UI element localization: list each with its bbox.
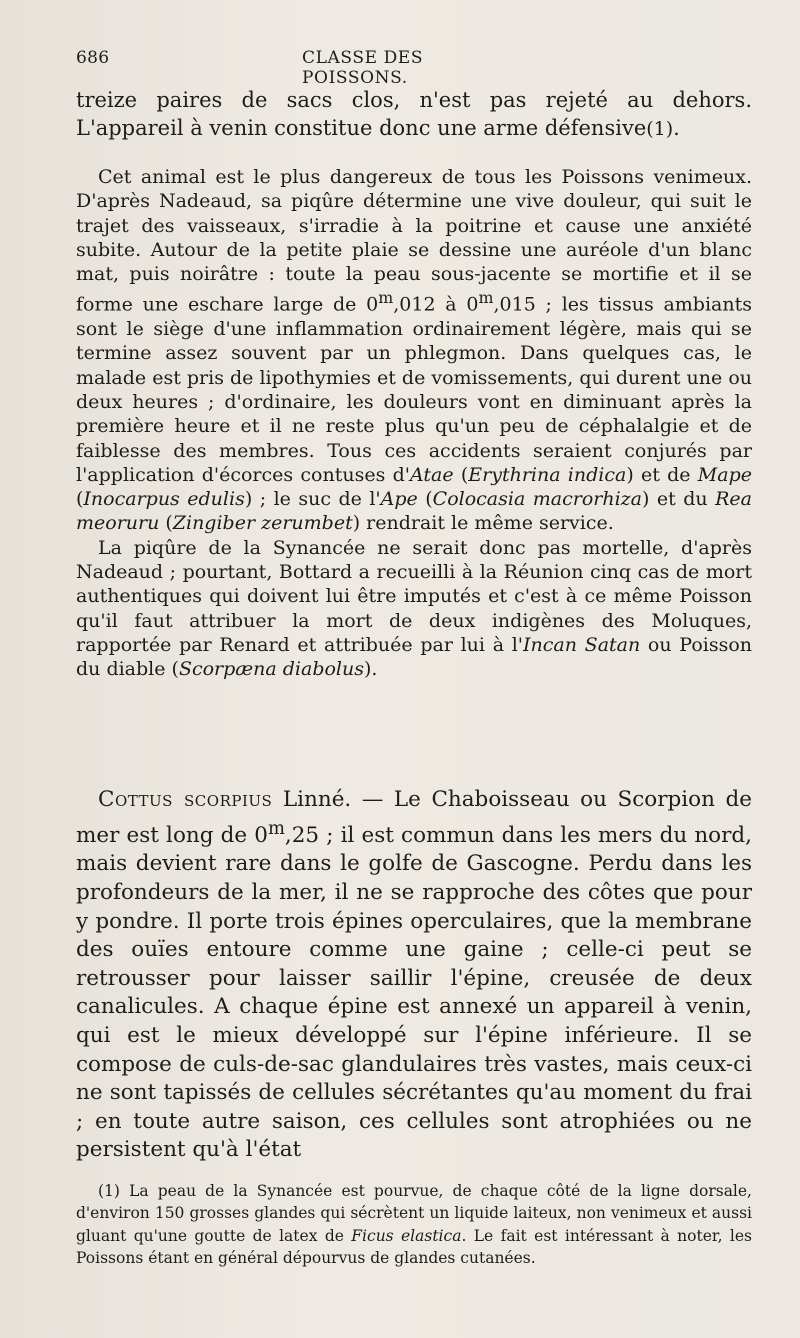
text-run: Cet animal est le plus dangereux de tous les Poissons venimeux. D'après Nadeaud, sa piqûre détermine une vive douleur, qui suit le trajet des vaisseaux, s'irradie à la poitrine et cause une anxiété subite. Autour de la petite plaie se dessine une auréole d'un blanc mat, puis noirâtre : toute la peau sous-jacente se mortifie et il se forme une eschare large de 0 xyxy=(76,166,752,316)
text-run: ( xyxy=(159,512,173,535)
body-text xyxy=(76,86,752,682)
paragraph-synancee-mortality xyxy=(76,536,752,682)
latin-name: Ficus elastica xyxy=(351,1226,462,1245)
text-run: ,015 ; les tissus ambiants sont le siège d'une inflammation ordinairement légère, mais qui se termine assez souvent par un phlegmon. Dans quelques cas, le malade est pris de lipothymies et de vomissements, qui durent une ou deux heures ; d'ordinaire, les douleurs vont en diminuant après la première heure et il ne reste plus qu'un peu de céphalalgie et de faiblesse des membres. Tous ces accidents seraient conjurés par l'application d'écorces contuses d' xyxy=(76,293,753,486)
period: . xyxy=(673,116,680,140)
unit-meter: m xyxy=(378,288,394,308)
text-run: ( xyxy=(417,488,433,511)
paragraph-cottus xyxy=(76,786,752,1165)
text-run: ,25 ; il est commun dans les mers du nord, mais devient rare dans le golfe de Gascogne. Perdu dans les profondeurs de la mer, il ne se rapproche des côtes que pour y pondre. Il porte trois épines operculaires, que la membrane des ouïes entoure comme une gaine ; celle-ci peut se retrousser pour laisser saillir l'épine, creusée de deux canalicules. A chaque épine est annexé un appareil à venin, qui est le mieux développé sur l'épine inférieure. Il se compose de culs-de-sac glandulaires très vastes, mais ceux-ci ne sont tapissés de cellules sécrétantes qu'au moment du frai ; en toute autre saison, ces cellules sont atrophiées ou ne persistent qu'à l'état xyxy=(76,822,752,1163)
continued-line-1: treize paires de sacs clos, n'est pas rejeté au dehors. L'appareil xyxy=(76,88,752,140)
text-run: — Le Chaboisseau ou Scorpion de mer est long de 0 xyxy=(76,787,752,848)
text-run: (1) La peau de la Synancée est pourvue, de chaque côté de la ligne dorsale, d'environ 150 grosses glandes qui sécrètent un liquide laiteux, non venimeux et aussi gluant qu'une goutte de latex de xyxy=(76,1182,752,1245)
text-run: ) et de xyxy=(626,463,698,486)
footnote-text xyxy=(76,1180,752,1270)
latin-name: Scorpæna diabolus xyxy=(178,658,364,681)
running-title: CLASSE DES POISSONS. xyxy=(302,48,424,88)
unit-meter: m xyxy=(267,817,285,839)
species-author: Linné. xyxy=(272,787,352,812)
text-run: ( xyxy=(453,463,469,486)
latin-name: Inocarpus edulis xyxy=(83,488,245,511)
text-run: ) rendrait le même service. xyxy=(352,512,614,535)
continued-line-2: à venin constitue donc une arme défensive xyxy=(190,116,647,140)
species-heading: Cottus scorpius xyxy=(98,787,273,812)
text-run: ( xyxy=(76,488,84,511)
plant-name: Atae xyxy=(409,463,454,486)
plant-name: Ape xyxy=(380,488,418,511)
continued-paragraph xyxy=(76,86,752,143)
plant-name: Incan Satan xyxy=(523,633,641,656)
latin-name: Colocasia macrorhiza xyxy=(432,488,642,511)
text-run: ou Poisson du diable ( xyxy=(76,633,753,681)
page-number: 686 xyxy=(76,48,110,68)
text-run: . Le fait est intéressant à noter, les Poissons étant en général dépourvus de glandes cutanées. xyxy=(76,1226,752,1268)
latin-name: Zingiber zerumbet xyxy=(172,512,353,535)
text-run: ,012 à 0 xyxy=(393,293,479,316)
latin-name: Erythrina indica xyxy=(468,463,627,486)
unit-meter: m xyxy=(478,288,494,308)
text-run: ). xyxy=(364,658,378,681)
text-run: ) et du xyxy=(642,488,716,511)
footnote xyxy=(76,1180,752,1270)
section-cottus-scorpius xyxy=(76,786,752,1165)
text-run: La piqûre de la Synancée ne serait donc pas mortelle, d'après Nadeaud ; pourtant, Bottard a recueilli à la Réunion cinq cas de mort authentiques qui doivent lui être imputés et c'est à ce même Poisson qu'il faut attribuer la mort de deux indigènes des Moluques, rapportée par Renard et attribuée par lui à l' xyxy=(76,536,752,656)
text-run: ) ; le suc de l' xyxy=(244,488,381,511)
footnote-reference[interactable]: (1) xyxy=(646,118,674,140)
plant-name: Mape xyxy=(697,463,752,486)
paragraph-synancee-symptoms xyxy=(76,165,752,536)
plant-name: Rea meoruru xyxy=(76,488,752,535)
